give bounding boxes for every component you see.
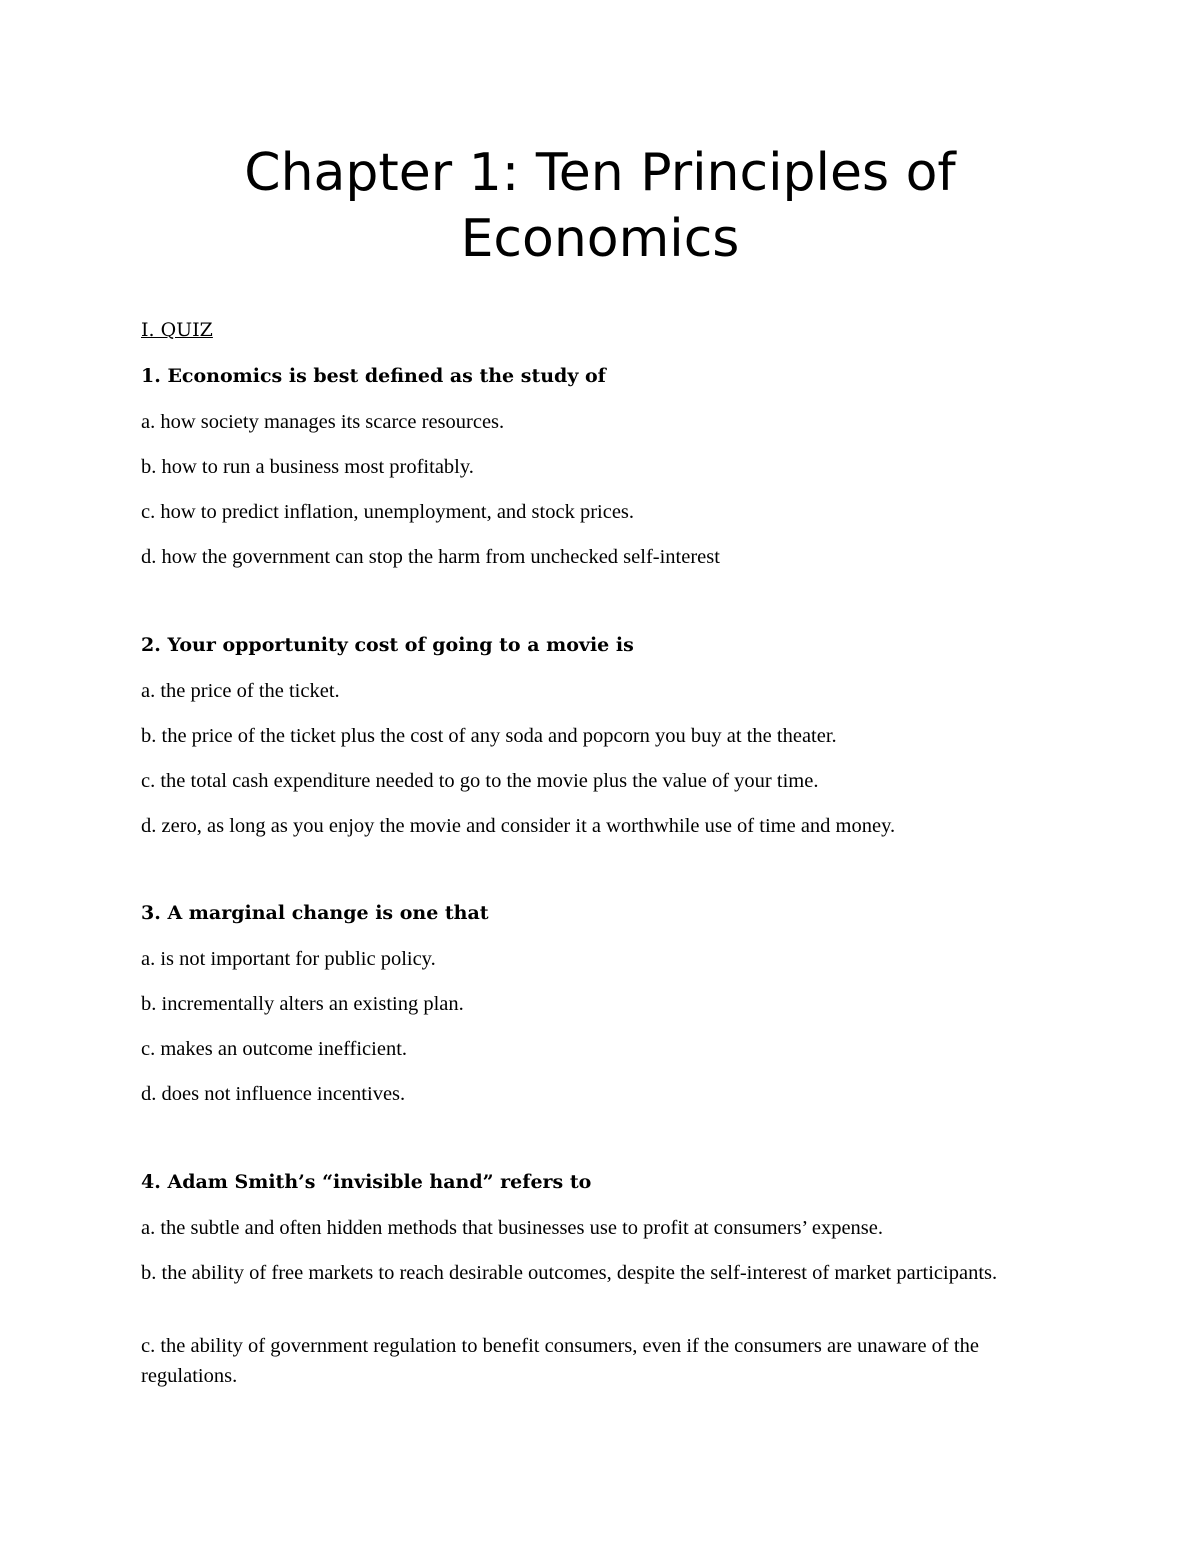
page-title [0,140,1200,272]
question-2 [141,631,1051,856]
answer-option: c. the total cash expenditure needed to go to the movie plus the value of your time. [141,770,819,792]
answer-option: a. how society manages its scarce resources. [141,411,505,433]
answer-option: c. makes an outcome inefficient. [141,1038,408,1060]
answer-option: a. the subtle and often hidden methods that businesses use to profit at consumers’ expense. [141,1217,884,1239]
section-heading: I. QUIZ [141,319,213,341]
answer-option: b. the ability of free markets to reach desirable outcomes, despite the self-interest of market participants. [141,1262,998,1284]
answer-option: a. is not important for public policy. [141,948,436,970]
question-text: 1. Economics is best defined as the study of [141,365,606,387]
answer-option: b. how to run a business most profitably. [141,456,474,478]
document-page [141,0,1051,1553]
question-text: 2. Your opportunity cost of going to a movie is [141,634,634,656]
answer-option: d. how the government can stop the harm from unchecked self-interest [141,546,720,568]
page-title-line-2: Economics [460,209,740,269]
answer-option: d. zero, as long as you enjoy the movie and consider it a worthwhile use of time and money. [141,815,896,837]
question-1 [141,362,1051,587]
answer-option: c. how to predict inflation, unemployment, and stock prices. [141,501,635,523]
answer-option: d. does not influence incentives. [141,1083,406,1105]
question-3 [141,899,1051,1124]
answer-option: a. the price of the ticket. [141,680,340,702]
question-4 [141,1168,1051,1404]
answer-option: b. the price of the ticket plus the cost of any soda and popcorn you buy at the theater. [141,725,837,747]
page-title-line-1: Chapter 1: Ten Principles of [244,143,956,203]
answer-option: c. the ability of government regulation to benefit consumers, even if the consumers are unaware of the regulations. [141,1335,979,1387]
answer-option: b. incrementally alters an existing plan. [141,993,464,1015]
question-text: 3. A marginal change is one that [141,902,489,924]
question-text: 4. Adam Smith’s “invisible hand” refers to [141,1171,592,1193]
